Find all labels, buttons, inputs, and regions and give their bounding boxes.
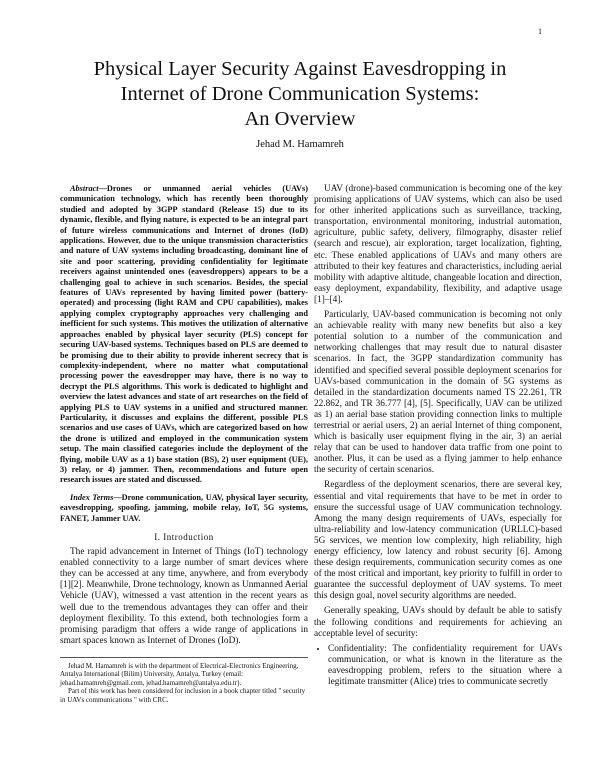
title-line: An Overview (244, 108, 356, 130)
left-column (60, 184, 308, 704)
list-item (328, 644, 562, 688)
abstract-lead: Abstract (70, 184, 99, 193)
footnotes (60, 657, 308, 704)
author-name: Jehad M. Hamamreh (256, 139, 344, 150)
title-line: Internet of Drone Communication Systems: (120, 83, 480, 105)
bullet-text: The confidentiality requirement for UAVs communication, or what is known in the literature as the eavesdropping problem, refers to the situation where a legitimate transmitter (Alice) tries to communicate secretly (328, 643, 562, 688)
abstract (60, 184, 308, 486)
index-terms-text: —Drone communication, UAV, physical layer security, eavesdropping, spoofing, jamming, mobile relay, IoT, 5G systems, FANET, Jammer UAV. (60, 492, 309, 523)
requirements-list (314, 644, 562, 688)
footnote-affiliation: Jehad M. Hamamreh is with the department of Electrical-Electronics Engineering, Antalya International (Bilim) University, Antalya, Turkey (email: jehad.hamamreh@gmail.com, jehad.hamamreh@antalya.edu.tr). (60, 661, 299, 687)
body-paragraph: Particularly, UAV-based communication is becoming not only an achievable reality with many new benefits but also a key potential solution to a number of the communication and networking challenges that may result due to natural disaster scenarios. In fact, the 3GPP standardization community has identified and specified several possible deployment scenarios for UAVs-based communication in the domain of 5G systems as detailed in the standardization documents named TS 22.261, TR 22.862, and TR 36.777 [4], [5]. Specifically, UAV can be utilized as 1) an aerial base station providing connection links to multiple terrestrial or aerial users, 2) an aerial Internet of thing component, which is basically user equipment flying in the air, 3) an aerial relay that can be used to handover data traffic from one point to another. Plus, it can be used as a flying jammer to help enhance the security of certain scenarios. (314, 310, 562, 476)
body-paragraph: UAV (drone)-based communication is becoming one of the key promising applications of UAV systems, which can also be used for other inherited applications such as surveillance, tracking, transportation, environmental monitoring, industrial automation, agriculture, public safety, delivery, filmography, disaster relief (search and rescue), air exploration, target localization, fighting, etc. These enabled applications of UAVs and many others are attributed to their key features and characteristics, including aerial mobility with adaptive altitude, changeable location and direction, easy deployment, expandability, flexibility, and adaptive usage [1]–[4]. (314, 184, 562, 305)
page-number: 1 (538, 27, 542, 36)
paper-title (40, 57, 560, 132)
title-line: Physical Layer Security Against Eavesdropping in (93, 58, 507, 80)
body-paragraph: Regardless of the deployment scenarios, there are several key, essential and vital requirements that have to be met in order to ensure the successful usage of UAV communication technology. Among the many design requirements of UAVs, especially for ultra-reliability and low-latency communication (URLLC)-based 5G services, we mention low complexity, high reliability, high energy efficiency, low latency and robust security [6]. Among these design requirements, communication security comes as one of the most critical and important, key priority to fulfill in order to guarantee the successful deployment of UAV systems. To meet this design goal, novel security algorithms are needed. (314, 480, 562, 602)
index-terms-lead: Index Terms (70, 492, 114, 502)
section-heading: I. Introduction (154, 532, 214, 542)
abstract-text: —Drones or unmanned aerial vehicles (UAVs) communication technology, which has recently been thoroughly studied and adopted by 3GPP standard (Release 15) due to its dynamic, flexible, and flying nature, is expected to be an integral part of future wireless communications and Internet of drones (IoD) applications. However, due to the unique transmission characteristics and nature of UAV systems including broadcasting, dominant line of site and poor scattering, providing confidentiality for legitimate receivers against unintended ones (eavesdroppers) appears to be a challenging goal to achieve in such scenarios. Besides, the special features of UAVs represented by having limited power (battery-operated) and processing (light RAM and CPU capabilities), makes applying complex cryptography approaches very challenging and inefficient for such systems. This motives the utilization of alternative approaches enabled by physical layer security (PLS) concept for securing UAV-based systems. Techniques based on PLS are deemed to be promising due to their ability to provide inherent secrecy that is complexity-independent, where no matter what computational processing power the eavesdropper may have, there is no way to decrypt the PLS algorithms. This work is dedicated to highlight and overview the latest advances and state of art researches on the field of applying PLS to UAV systems in a unified and structured manner. Particularity, it discusses and explains the different, possible PLS scenarios and use cases of UAVs, which are categorized based on how the drone is utilized and employed in the communication system setup. The main classified categories include the deployment of the flying, mobile UAV as a 1) base station (BS), 2) user equipment (UE), 3) relay, or 4) jammer. Then, recommendations and future open research issues are stated and discussed. (60, 184, 308, 485)
body-paragraph: Generally speaking, UAVs should by default be able to satisfy the following conditions and requirements for achieving an acceptable level of security: (314, 606, 562, 639)
bullet-name: Confidentiality: (328, 643, 387, 654)
index-terms (60, 493, 308, 524)
right-column (314, 184, 562, 688)
footnote-book-chapter: Part of this work has been considered for inclusion in a book chapter titled " security in UAVs communications " with CRC. (60, 687, 306, 704)
intro-paragraph: The rapid advancement in Internet of Things (IoT) technology enabled connectivity to a large number of smart devices where they can be accessed at any time, anywhere, and from everybody [1][2]. Meanwhile, Drone technology, known as Unmanned Aerial Vehicle (UAV), witnessed a vast attention in the recent years as well due to the tremendous advantages they can offer and their deployment flexibility. To this extend, both technologies form a promising paradigm that offers a wide range of applications in smart spaces known as Internet of Drones (IoD). (60, 547, 308, 646)
